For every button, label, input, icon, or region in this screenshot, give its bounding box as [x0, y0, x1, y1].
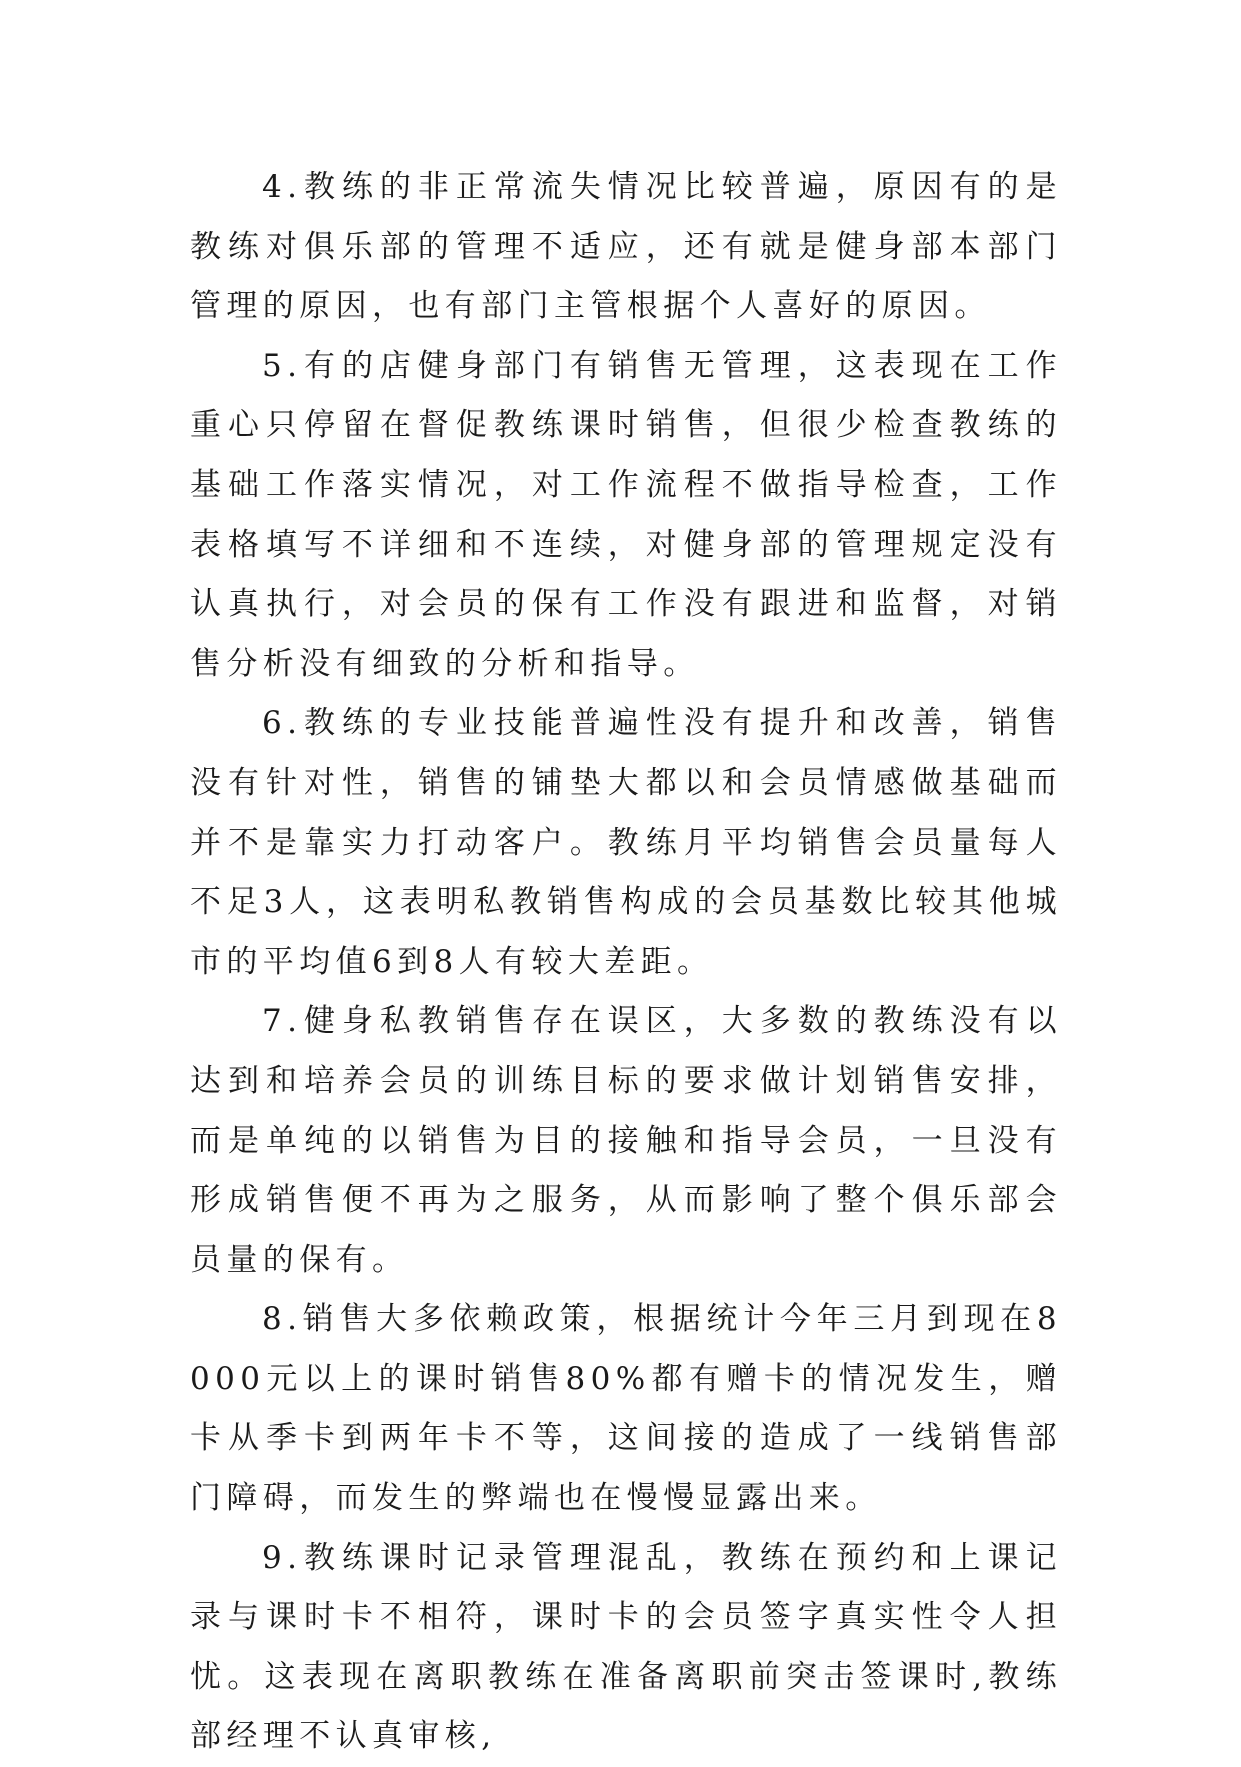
- paragraph-item-8: 8.销售大多依赖政策，根据统计今年三月到现在8000元以上的课时销售80%都有赠卡的情况发生，赠卡从季卡到两年卡不等，这间接的造成了一线销售部门障碍，而发生的弊端也在慢慢显露出来。: [190, 1301, 1062, 1517]
- paragraph-item-7: 7.健身私教销售存在误区，大多数的教练没有以达到和培养会员的训练目标的要求做计划销售安排，而是单纯的以销售为目的接触和指导会员，一旦没有形成销售便不再为之服务，从而影响了整个俱乐部会员量的保有。: [190, 1003, 1062, 1278]
- paragraph-item-5: 5.有的店健身部门有销售无管理，这表现在工作重心只停留在督促教练课时销售，但很少检查教练的基础工作落实情况，对工作流程不做指导检查，工作表格填写不详细和不连续，对健身部的管理规定没有认真执行，对会员的保有工作没有跟进和监督，对销售分析没有细致的分析和指导。: [190, 347, 1062, 682]
- document-body: [190, 158, 1062, 1767]
- paragraph-item-9: 9.教练课时记录管理混乱，教练在预约和上课记录与课时卡不相符，课时卡的会员签字真实性令人担忧。这表现在离职教练在准备离职前突击签课时,教练部经理不认真审核,: [190, 1539, 1062, 1755]
- paragraph-item-4: 4.教练的非正常流失情况比较普遍，原因有的是教练对俱乐部的管理不适应，还有就是健身部本部门管理的原因，也有部门主管根据个人喜好的原因。: [190, 169, 1062, 325]
- paragraph-item-6: 6.教练的专业技能普遍性没有提升和改善，销售没有针对性，销售的铺垫大都以和会员情感做基础而并不是靠实力打动客户。教练月平均销售会员量每人不足3人，这表明私教销售构成的会员基数比较其他城市的平均值6到8人有较大差距。: [190, 705, 1062, 980]
